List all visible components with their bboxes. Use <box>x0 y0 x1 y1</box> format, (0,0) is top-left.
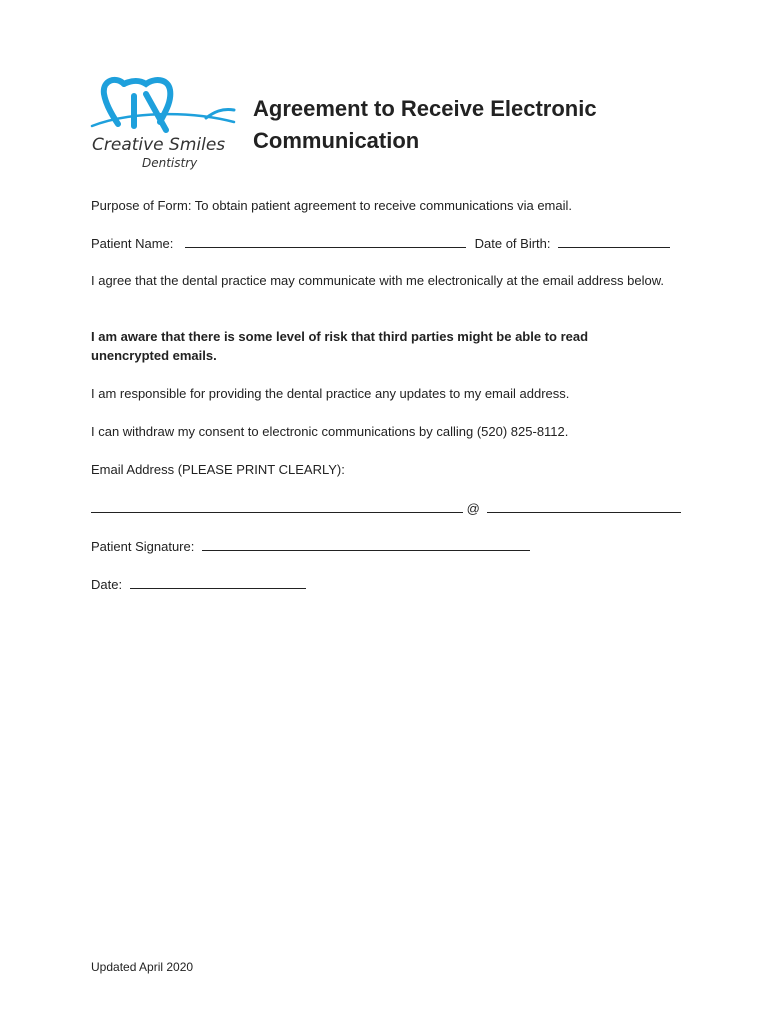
patient-name-label: Patient Name: <box>91 236 174 251</box>
date-field[interactable] <box>130 574 306 589</box>
date-of-birth-label: Date of Birth: <box>474 236 551 251</box>
email-at-sign: @ <box>466 501 480 516</box>
date-label: Date: <box>91 577 123 592</box>
title-line-2: Communication <box>253 128 420 153</box>
logo-brand-name: Creative Smiles <box>92 135 226 155</box>
email-domain-field[interactable] <box>487 498 681 513</box>
updated-footer: Updated April 2020 <box>91 960 194 974</box>
tooth-logo-icon <box>88 74 238 174</box>
withdraw-text: I can withdraw my consent to electronic communications by calling (520) 825-8112. <box>91 424 569 439</box>
signature-label: Patient Signature: <box>91 539 195 554</box>
signature-row <box>91 536 530 556</box>
title-line-1: Agreement to Receive Electronic <box>253 96 597 121</box>
patient-name-row <box>91 233 670 253</box>
email-label: Email Address (PLEASE PRINT CLEARLY): <box>91 462 345 477</box>
email-row <box>91 498 681 518</box>
email-user-field[interactable] <box>91 498 463 513</box>
patient-name-field[interactable] <box>185 233 466 248</box>
responsible-text: I am responsible for providing the dental practice any updates to my email address. <box>91 386 570 401</box>
signature-field[interactable] <box>202 536 530 551</box>
logo-brand-sub: Dentistry <box>142 156 198 170</box>
agree-paragraph: I agree that the dental practice may communicate with me electronically at the email address below. <box>91 273 665 288</box>
creative-smiles-logo <box>88 74 238 174</box>
risk-paragraph: I am aware that there is some level of risk that third parties might be able to read unencrypted emails. <box>91 329 589 363</box>
page-title <box>253 93 673 157</box>
purpose-text: Purpose of Form: To obtain patient agreement to receive communications via email. <box>91 198 572 213</box>
date-row <box>91 574 306 594</box>
date-of-birth-field[interactable] <box>558 233 670 248</box>
